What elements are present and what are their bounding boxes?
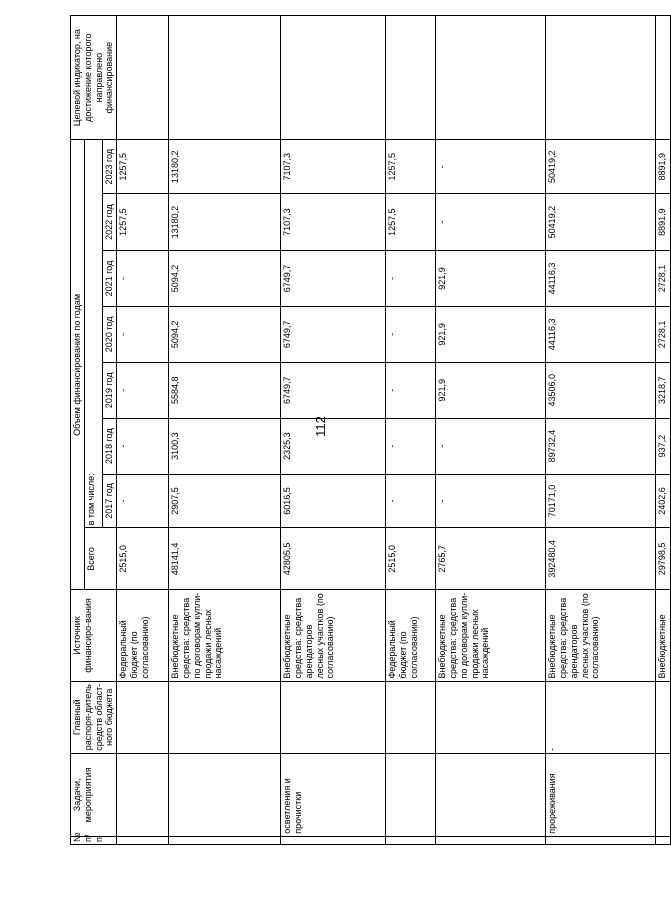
cell-manager (281, 681, 386, 753)
cell-year-value: 2728,1 (656, 251, 671, 307)
cell-task (169, 753, 281, 836)
page-number: 112 (312, 416, 328, 437)
cell-year-value: - (436, 418, 546, 474)
cell-year-value: 1257,5 (117, 140, 169, 194)
cell-year-value: 13180,2 (169, 194, 281, 251)
cell-year-value: - (386, 418, 436, 474)
cell-year-value: - (117, 306, 169, 362)
cell-year-value: 44116,3 (546, 251, 656, 307)
cell-year-value: 5094,2 (169, 251, 281, 307)
cell-year-value: 8891,9 (656, 194, 671, 251)
cell-year-value: 43506,0 (546, 362, 656, 418)
cell-target (386, 16, 436, 140)
cell-total: 48141,4 (169, 528, 281, 590)
cell-total: 392480,4 (546, 528, 656, 590)
cell-year-value: - (117, 362, 169, 418)
cell-source: Внебюджетные средства: средства по договорам купли-продажи лесных насаждений (436, 590, 546, 681)
cell-num (386, 836, 436, 844)
cell-year-value: 6749,7 (281, 306, 386, 362)
cell-year-value: - (117, 251, 169, 307)
cell-year-value: 44116,3 (546, 306, 656, 362)
header-tasks: Задачи, мероприятия (71, 753, 117, 836)
header-year: 2021 год (103, 251, 117, 307)
cell-manager (656, 681, 671, 753)
cell-year-value: - (386, 306, 436, 362)
header-volume: Объем финансирования по годам (71, 140, 85, 590)
cell-year-value: 1257,5 (117, 194, 169, 251)
header-year: 2019 год (103, 362, 117, 418)
cell-year-value: - (436, 194, 546, 251)
cell-year-value: 13180,2 (169, 140, 281, 194)
header-incl: в том числе: (84, 140, 103, 528)
cell-total: 2515,0 (117, 528, 169, 590)
cell-num (546, 836, 656, 844)
header-target: Целевой индикатор, на достижение которого направлено финансирование (71, 16, 117, 140)
header-num: № п/п (71, 836, 117, 844)
cell-manager (169, 681, 281, 753)
cell-year-value: 6016,5 (281, 474, 386, 528)
cell-year-value: 6749,7 (281, 251, 386, 307)
cell-num (436, 836, 546, 844)
cell-year-value: 2402,6 (656, 474, 671, 528)
cell-year-value: 6749,7 (281, 362, 386, 418)
cell-year-value: 8891,9 (656, 140, 671, 194)
cell-year-value: - (436, 474, 546, 528)
cell-year-value: 5094,2 (169, 306, 281, 362)
cell-target (281, 16, 386, 140)
header-manager: Главный распоря-дитель средств област-ного бюджета (71, 681, 117, 753)
cell-year-value: 937,2 (656, 418, 671, 474)
table-row (281, 16, 386, 845)
header-year: 2023 год (103, 140, 117, 194)
cell-manager (436, 681, 546, 753)
cell-year-value: - (436, 140, 546, 194)
cell-year-value: 7107,3 (281, 194, 386, 251)
cell-source: Внебюджетные (656, 590, 671, 681)
cell-num (656, 836, 671, 844)
header-year: 2017 год (103, 474, 117, 528)
cell-year-value: 2907,5 (169, 474, 281, 528)
cell-year-value: - (117, 418, 169, 474)
table-row (117, 16, 169, 845)
table-row (546, 16, 656, 845)
cell-task: осветления и прочистки (281, 753, 386, 836)
cell-year-value: 1257,5 (386, 194, 436, 251)
cell-source: Внебюджетные средства: средства арендаторов лесных участков (по согласованию) (281, 590, 386, 681)
header-source: Источник финансиро-вания (71, 590, 117, 681)
cell-target (117, 16, 169, 140)
cell-year-value: 921,9 (436, 306, 546, 362)
cell-year-value: 1257,5 (386, 140, 436, 194)
cell-year-value: 921,9 (436, 362, 546, 418)
cell-year-value: 7107,3 (281, 140, 386, 194)
header-total: Всего (84, 528, 116, 590)
table-row (386, 16, 436, 845)
financing-table (70, 15, 671, 845)
cell-year-value: 2728,1 (656, 306, 671, 362)
cell-task (117, 753, 169, 836)
cell-year-value: 2325,3 (281, 418, 386, 474)
cell-total: 2765,7 (436, 528, 546, 590)
financing-table-rotated (70, 15, 668, 845)
cell-year-value: 3100,3 (169, 418, 281, 474)
cell-num (281, 836, 386, 844)
cell-total: 2515,0 (386, 528, 436, 590)
cell-year-value: 921,9 (436, 251, 546, 307)
cell-task (656, 753, 671, 836)
cell-year-value: 89732,4 (546, 418, 656, 474)
cell-source: Федеральный бюджет (по согласованию) (117, 590, 169, 681)
table-row (656, 16, 671, 845)
cell-target (546, 16, 656, 140)
header-year: 2022 год (103, 194, 117, 251)
table-row (169, 16, 281, 845)
table-row (436, 16, 546, 845)
cell-year-value: - (386, 474, 436, 528)
cell-year-value: - (386, 362, 436, 418)
cell-num (169, 836, 281, 844)
cell-year-value: 3218,7 (656, 362, 671, 418)
cell-source: Внебюджетные средства: средства арендаторов лесных участков (по согласованию) (546, 590, 656, 681)
cell-year-value: 70171,0 (546, 474, 656, 528)
cell-task: прореживания (546, 753, 656, 836)
cell-task (386, 753, 436, 836)
cell-num (117, 836, 169, 844)
cell-manager (117, 681, 169, 753)
cell-year-value: - (117, 474, 169, 528)
cell-total: 29798,5 (656, 528, 671, 590)
cell-year-value: - (386, 251, 436, 307)
cell-year-value: 50419,2 (546, 140, 656, 194)
cell-target (436, 16, 546, 140)
cell-target (169, 16, 281, 140)
cell-manager: - (546, 681, 656, 753)
cell-year-value: 50419,2 (546, 194, 656, 251)
cell-year-value: 5584,8 (169, 362, 281, 418)
cell-target (656, 16, 671, 140)
cell-source: Федеральный бюджет (по согласованию) (386, 590, 436, 681)
cell-manager (386, 681, 436, 753)
cell-source: Внебюджетные средства: средства по договорам купли-продажи лесных насаждений (169, 590, 281, 681)
cell-total: 42805,5 (281, 528, 386, 590)
header-year: 2018 год (103, 418, 117, 474)
cell-task (436, 753, 546, 836)
header-year: 2020 год (103, 306, 117, 362)
